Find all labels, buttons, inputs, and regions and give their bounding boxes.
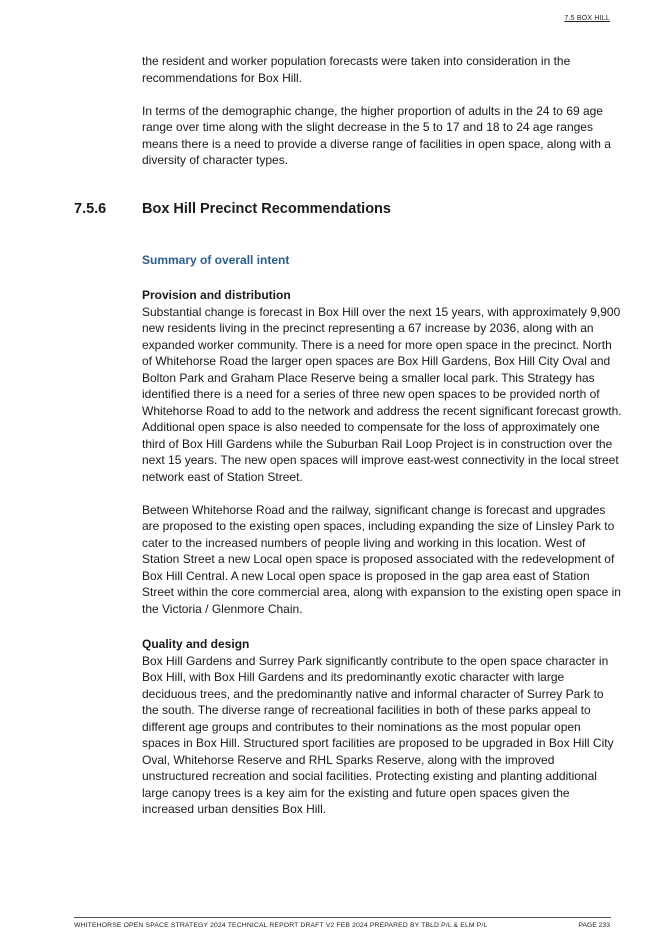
- intro-paragraph-1: the resident and worker population forecasts were taken into consideration in the recommendations for Box Hill.: [142, 54, 571, 85]
- footer-page-number: PAGE 233: [578, 922, 610, 929]
- summary-subheading: Summary of overall intent: [142, 253, 290, 267]
- footer-document-info: WHITEHORSE OPEN SPACE STRATEGY 2024 TECHNICAL REPORT DRAFT V2 FEB 2024 PREPARED BY TBLD P/L & ELM P/L: [74, 922, 488, 929]
- quality-heading: Quality and design: [142, 637, 250, 651]
- intro-paragraph-2: In terms of the demographic change, the higher proportion of adults in the 24 to 69 age range over time along with the slight decrease in the 5 to 17 and 18 to 24 age ranges means there is a need to provide a diverse range of facilities in open space, along with a diversity of character types.: [142, 103, 611, 167]
- provision-paragraph-1: Substantial change is forecast in Box Hill over the next 15 years, with approximately 9,900 new residents living in the precinct representing a 67 increase by 2036, along with an expanded worker community. There is a need for more open space in the precinct. North of Whitehorse Road the larger open spaces are Box Hill Gardens, Box Hill City Oval and Bolton Park and Graham Place Reserve being a smaller local park. This Strategy has identified there is a need for a series of three new open spaces to be provided north of Whitehorse Road to add to the network and address the recent significant forecast growth. Additional open space is also needed to compensate for the loss of approximately one third of Box Hill Gardens while the Suburban Rail Loop Project is in construction over the next 15 years. The new open spaces will improve east-west connectivity in the local street network east of Station Street.: [142, 304, 622, 484]
- quality-paragraph-1: Box Hill Gardens and Surrey Park significantly contribute to the open space character in Box Hill, with Box Hill Gardens and its predominantly exotic character with large deciduous trees, and the predominantly native and informal character of Surrey Park to the south. The diverse range of recreational facilities in both of these parks appeal to different age groups and contributes to their nominations as the most popular open spaces in Box Hill. Structured sport facilities are proposed to be upgraded in Box Hill City Oval, Whitehorse Reserve and RHL Sparks Reserve, along with the improved unstructured recreation and social facilities. Protecting existing and planting additional large canopy trees is a key aim for the existing and future open spaces given the increased urban densities Box Hill.: [142, 653, 614, 816]
- section-number: 7.5.6: [74, 201, 107, 217]
- footer-rule: [74, 917, 611, 918]
- quality-block: [142, 636, 622, 818]
- section-title: Box Hill Precinct Recommendations: [142, 201, 391, 217]
- running-header-section-ref: 7.5 BOX HILL: [564, 15, 610, 22]
- provision-block: [142, 287, 622, 617]
- provision-paragraph-2: Between Whitehorse Road and the railway, significant change is forecast and upgrades are proposed to the existing open spaces, including expanding the size of Linsley Park to cater to the increased numbers of people living and working in this location. West of Station Street a new Local open space is proposed associated with the redevelopment of Box Hill Central. A new Local open space is proposed in the gap area east of Station Street within the core commercial area, along with expansion to the existing open space in the Victoria / Glenmore Chain.: [142, 502, 621, 616]
- intro-block: [142, 53, 622, 169]
- provision-heading: Provision and distribution: [142, 288, 291, 302]
